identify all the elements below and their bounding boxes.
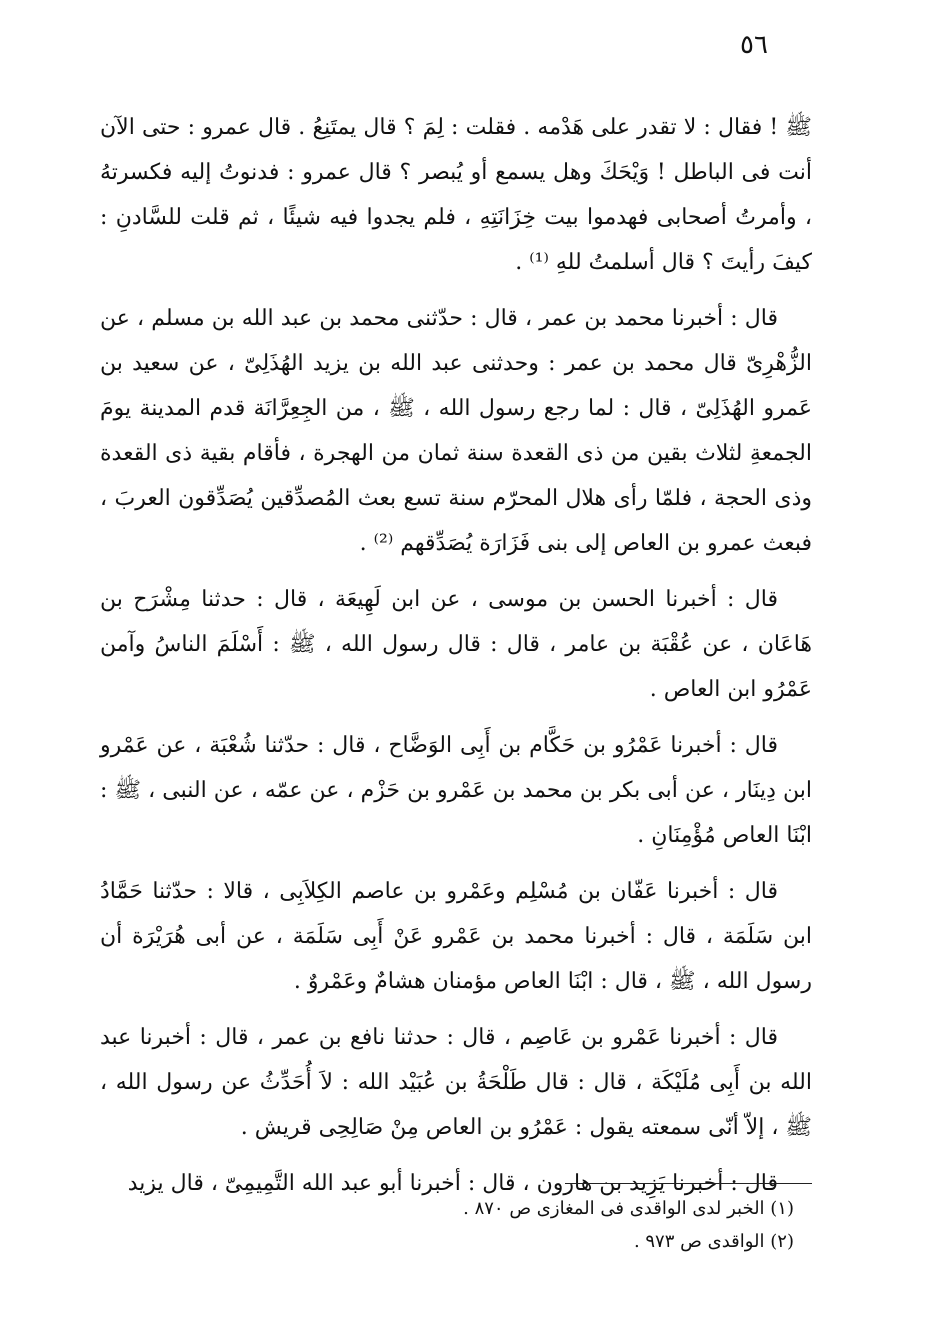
footnote-divider: [565, 1183, 812, 1184]
footnote: (٢) الواقدى ص ٩٧٣ .: [633, 1231, 794, 1252]
paragraph: قال : أخبرنا يَزِيد بن هارون ، قال : أخبرنا أبو عبد الله التَّمِيمِىّ ، قال يزيد: [127, 1171, 778, 1196]
page-number: ٥٦: [740, 30, 768, 60]
footnotes: [400, 1192, 812, 1258]
paragraph: قال : أخبرنا عَمْرو بن عَاصِم ، قال : حدثنا نافع بن عمر ، قال : أخبرنا عبد الله بن أَبِى مُلَيْكَة ، قال : قال طَلْحَةُ بن عُبَيْد الله : لاَ أُحَدِّثُ عن رسول الله ، ﷺ ، إلاّ أنّى سمعته يقول : عَمْرُو بن العاص مِنْ صَالِحِى قريش .: [100, 1025, 812, 1140]
main-text: [100, 105, 812, 1217]
paragraph: قال : أخبرنا الحسن بن موسى ، عن ابن لَهِيعَة ، قال : حدثنا مِشْرَح بن هَاعَان ، عن عُقْبَة بن عامر ، قال : قال رسول الله ، ﷺ : أَسْلَمَ الناسُ وآمن عَمْرُو ابن العاص .: [100, 587, 812, 702]
paragraph: ﷺ ! فقال : لا تقدر على هَدْمه . فقلت : لِمَ ؟ قال يمتَنِعُ . قال عمرو : حتى الآن أنت فى الباطل ! وَيْحَكَ وهل يسمع أو يُبصر ؟ قال عمرو : فدنوتُ إليه فكسرتهُ ، وأمرتُ أصحابى فهدموا بيت خِزَانَتِهِ ، فلم يجدوا فيه شيئًا ، ثم قلت للسَّادنِ : كيفَ رأيتَ ؟ قال أسلمتُ للهِ ⁽¹⁾ .: [100, 115, 812, 275]
paragraph: قال : أخبرنا عَفّان بن مُسْلِم وعَمْرو بن عاصم الكِلاَبِى ، قالا : حدّثنا حَمَّادُ ابن سَلَمَة ، قال : أخبرنا محمد بن عَمْرو عَنْ أَبِى سَلَمَة ، عن أبى هُرَيْرَة أن رسول الله ، ﷺ ، قال : ابْنَا العاص مؤمنان هشامٌ وعَمْروٌ .: [100, 879, 812, 994]
paragraph: قال : أخبرنا عَمْرُو بن حَكَّام بن أَبِى الوَضَّاح ، قال : حدّثنا شُعْبَة ، عن عَمْرو ابن دِينَار ، عن أبى بكر بن محمد بن عَمْرو بن حَزْم ، عن عمّه ، عن النبى ، ﷺ : ابْنَا العاص مُؤْمِنَانِ .: [100, 733, 812, 848]
footnote: (١) الخبر لدى الواقدى فى المغازى ص ٨٧٠ .: [463, 1198, 794, 1219]
paragraph: قال : أخبرنا محمد بن عمر ، قال : حدّثنى محمد بن عبد الله بن مسلم ، عن الزُّهْرِىّ قال محمد بن عمر : وحدثنى عبد الله بن يزيد الهُذَلِىّ ، عن سعيد بن عَمرو الهُذَلِىّ ، قال : لما رجع رسول الله ، ﷺ ، من الجِعِرَّانَة قدم المدينة يومَ الجمعةِ لثلاث بقين من ذى القعدة سنة ثمان من الهجرة ، فأقام بقية ذى القعدة وذى الحجة ، فلمّا رأى هلال المحرّم سنة تسع بعث المُصدِّقين يُصَدِّقون العربَ ، فبعث عمرو بن العاص إلى بنى فَزَارَة يُصَدِّقهم ⁽²⁾ .: [100, 306, 812, 556]
